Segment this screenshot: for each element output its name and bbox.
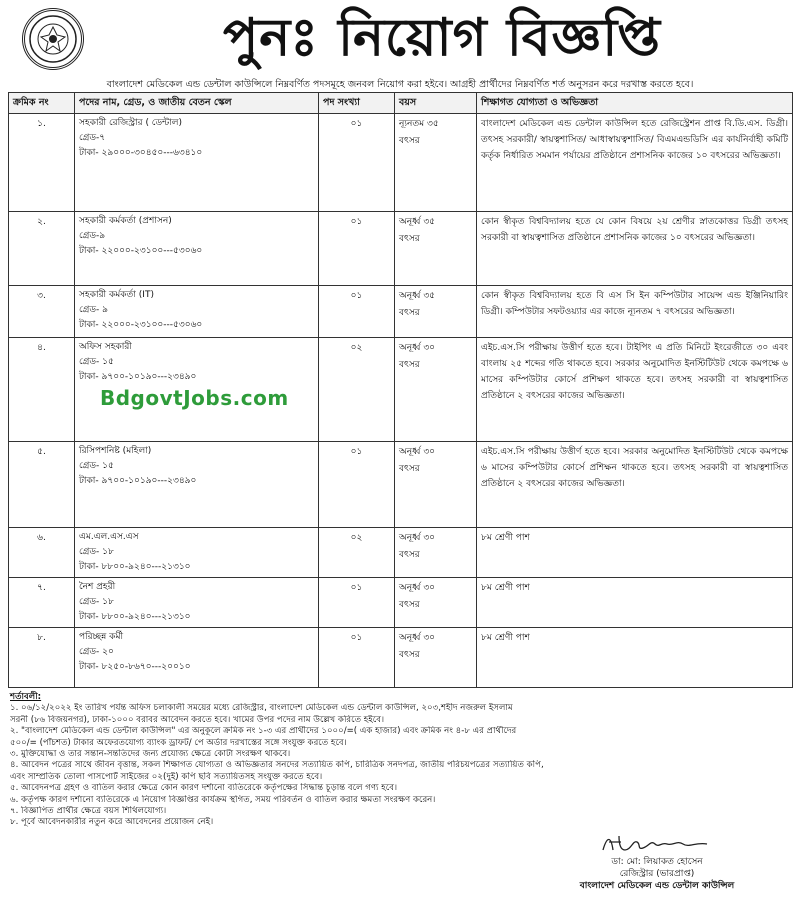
table-row — [9, 442, 793, 528]
watermark-part-1: Bdgovt — [100, 386, 184, 410]
notice-page — [8, 6, 792, 896]
age-unit: বৎসর — [399, 308, 420, 318]
age-limit: অনূর্ধ্ব ৩০ — [399, 583, 436, 593]
post-scale: টাকা- ৮৮০০-৯২৪০---২১৩১০ — [79, 612, 191, 622]
row-qualification: ৮ম শ্রেণী পাশ — [477, 628, 793, 688]
row-qualification: এইচ.এস.সি পরীক্ষায় উত্তীর্ণ হতে হবে। সরকার অনুমোদিত ইনস্টিটিউট থেকে কমপক্ষে ৬ মাসের কম্পিউটার কোর্সে প্রশিক্ষন থাকতে হবে। তৎসহ সরকারী বা স্বায়ত্বশাসিত প্রতিষ্ঠানে ২ বৎসরের কাজের অভিজ্ঞতা। — [477, 442, 793, 528]
post-name: সহকারী রেজিস্ট্রার ( ডেন্টাল) — [79, 118, 182, 128]
signatory-title: রেজিস্ট্রার (ভারপ্রাপ্ত) — [619, 869, 695, 879]
watermark-part-2: Jobs.com — [183, 386, 289, 410]
row-serial: ৬. — [9, 528, 75, 578]
header-age: বয়স — [395, 93, 477, 114]
row-serial: ৪. — [9, 338, 75, 442]
council-seal-icon — [22, 8, 84, 70]
post-grade: গ্রেড-৭ — [79, 133, 106, 143]
terms-section — [10, 692, 790, 829]
table-row — [9, 578, 793, 628]
row-post — [75, 578, 319, 628]
row-count: ০১ — [319, 212, 395, 286]
post-scale: টাকা- ৮২৫০-৮৬৭০---২০০১০ — [79, 662, 191, 672]
post-name: এম.এল.এস.এস — [79, 532, 139, 542]
term-line: ৫০০/= (পাঁচশত) টাকার অফেরতযোগ্য ব্যাংক ড্রাফট/ পে অর্ডার দরখাস্তের সঙ্গে সংযুক্ত করতে হবে। — [10, 737, 347, 748]
age-unit: বৎসর — [399, 136, 420, 146]
header-serial: ক্রমিক নং — [9, 93, 75, 114]
signature-block — [542, 832, 772, 892]
post-scale: টাকা- ৯৭০০-১০১৯০---২৩৪৯০ — [79, 372, 197, 382]
row-post — [75, 628, 319, 688]
row-post — [75, 114, 319, 212]
row-count: ০২ — [319, 528, 395, 578]
row-age — [395, 528, 477, 578]
post-grade: গ্রেড- ১৫ — [79, 461, 114, 471]
row-count: ০২ — [319, 338, 395, 442]
post-grade: গ্রেড- ৯ — [79, 305, 108, 315]
table-row — [9, 628, 793, 688]
row-count: ০১ — [319, 286, 395, 338]
row-serial: ২. — [9, 212, 75, 286]
post-name: রিসিপশনিষ্ট (মহিলা) — [79, 446, 152, 456]
signatory-organization: বাংলাদেশ মেডিকেল এন্ড ডেন্টাল কাউন্সিল — [579, 881, 735, 891]
table-row — [9, 114, 793, 212]
age-limit: অনূর্ধ্ব ৩৫ — [399, 217, 436, 227]
term-line: ৬. কর্তৃপক্ষ কারণ দর্শানো ব্যতিরেকে এ নিয়োগ বিজ্ঞপ্তির কার্যক্রম স্থগিত, সময় পরিবর্তন ও বাতিল করার ক্ষমতা সংরক্ষণ করেন। — [10, 794, 436, 805]
table-header-row — [9, 93, 793, 114]
row-serial: ৭. — [9, 578, 75, 628]
age-limit: অনূর্ধ্ব ৩০ — [399, 343, 436, 353]
age-limit: অনূর্ধ্ব ৩০ — [399, 533, 436, 543]
header-post: পদের নাম, গ্রেড, ও জাতীয় বেতন স্কেল — [75, 93, 319, 114]
age-unit: বৎসর — [399, 650, 420, 660]
row-qualification: কোন স্বীকৃত বিশ্ববিদ্যালয় হতে যে কোন বিষয়ে ২য় শ্রেণীর স্নাতকোত্তর ডিগ্রী তৎসহ সরকারী বা স্বায়ত্বশাসিত প্রতিষ্ঠানে প্রশাসনিক কাজের ১০ বৎসরের অভিজ্ঞতা। — [477, 212, 793, 286]
term-line: ২. "বাংলাদেশ মেডিকেল এন্ড ডেন্টাল কাউন্সিল" এর অনুকূলে ক্রমিক নং ১-৩ এর প্রার্থীদের ১০০০/=( এক হাজার) এবং ক্রমিক নং ৪-৮ এর প্রার্থীদের — [10, 726, 517, 737]
post-scale: টাকা- ২২০০০-২৩১০০---৫৩০৬০ — [79, 246, 203, 256]
age-unit: বৎসর — [399, 234, 420, 244]
row-age — [395, 442, 477, 528]
post-scale: টাকা- ৯৭০০-১০১৯০---২৩৪৯০ — [79, 476, 197, 486]
signatory-name: ডা: মো: লিয়াকত হোসেন — [611, 857, 703, 867]
row-count: ০১ — [319, 442, 395, 528]
site-watermark — [100, 386, 289, 410]
age-limit: ন্যূনতম ৩৫ — [399, 119, 439, 129]
signature-icon — [542, 832, 772, 856]
row-post — [75, 442, 319, 528]
row-count: ০১ — [319, 578, 395, 628]
post-grade: গ্রেড- ১৫ — [79, 357, 114, 367]
post-scale: টাকা- ২২০০০-২৩১০০---৫৩০৬০ — [79, 320, 203, 330]
age-unit: বৎসর — [399, 464, 420, 474]
age-unit: বৎসর — [399, 600, 420, 610]
table-row — [9, 528, 793, 578]
row-age — [395, 338, 477, 442]
term-line: ৭. বিজ্ঞাপিত প্রার্থীর ক্ষেত্রে বয়স শিথিলযোগ্য। — [10, 806, 167, 817]
table-row — [9, 212, 793, 286]
row-qualification: বাংলাদেশ মেডিকেল এন্ড ডেন্টাল কাউন্সিল হতে রেজিস্ট্রেশন প্রাপ্ত বি.ডি.এস. ডিগ্রী। তৎসহ সরকারী/ স্বায়ত্বশাসিত/ আধাস্বায়ত্বশাসিত/ বিএমএন্ডডিসি এর কার্যনির্বাহী কমিটি কর্তৃক নির্ধারিত সমমান পর্যায়ের প্রতিষ্ঠানে প্রশাসনিক কাজের ১০ বৎসরের অভিজ্ঞতা। — [477, 114, 793, 212]
row-age — [395, 628, 477, 688]
row-serial: ৮. — [9, 628, 75, 688]
term-line: সরনী (৮৬ বিজয়নগর), ঢাকা-১০০০ বরাবর আবেদন করতে হবে। খামের উপর পদের নাম উল্লেখ করিতে হইবে। — [10, 714, 385, 725]
post-scale: টাকা- ২৯০০০-৩০৪৫০---৬৩৪১০ — [79, 148, 203, 158]
terms-title: শর্তাবলী: — [10, 692, 42, 702]
row-post — [75, 286, 319, 338]
post-name: নৈশ প্রহরী — [79, 582, 116, 592]
row-qualification: কোন স্বীকৃত বিশ্ববিদ্যালয় হতে বি এস সি ইন কম্পিউটার সায়েন্স এন্ড ইঞ্জিনিয়ারিং ডিগ্রী। কম্পিউটার সফটওয়্যার এর কাজে ন্যূনতম ৭ বৎসরের অভিজ্ঞতা। — [477, 286, 793, 338]
post-name: অফিস সহকারী — [79, 342, 132, 352]
term-line: ৩. মুক্তিযোদ্ধা ও তার সন্তান-সন্ততিদের জন্য প্রযোজ্য ক্ষেত্রে কোটা সংরক্ষণ থাকবে। — [10, 749, 291, 760]
row-count: ০১ — [319, 114, 395, 212]
term-line: ৫. আবেদনপত্র গ্রহণ ও বাতিল করার ক্ষেত্রে কোন কারণ দর্শানো ব্যতিরেকে কর্তৃপক্ষের সিদ্ধান্ত চূড়ান্ত বলে গণ্য হবে। — [10, 783, 398, 794]
post-grade: গ্রেড- ২০ — [79, 647, 114, 657]
row-age — [395, 114, 477, 212]
post-grade: গ্রেড-৯ — [79, 231, 106, 241]
post-name: সহকারী কর্মকর্তা (প্রশাসন) — [79, 216, 172, 226]
row-serial: ১. — [9, 114, 75, 212]
header-qualification: শিক্ষাগত যোগ্যতা ও অভিজ্ঞতা — [477, 93, 793, 114]
row-qualification: ৮ম শ্রেণী পাশ — [477, 578, 793, 628]
term-line: এবং সাম্প্রতিক তোলা পাসপোর্ট সাইজের ০২(দুই) কপি ছবি সত্যায়িতসহ সংযুক্ত করতে হবে। — [10, 771, 323, 782]
notice-intro: বাংলাদেশ মেডিকেল এন্ড ডেন্টাল কাউন্সিলে নিম্নবর্ণিত পদসমূহে জনবল নিয়োগ করা হইবে। আগ্রহী প্রার্থীদের নিম্নবর্ণিত শর্ত অনুসরন করে দরখাস্ত করতে হবে। — [106, 79, 694, 90]
age-limit: অনূর্ধ্ব ৩৫ — [399, 291, 436, 301]
term-line: ৮. পূর্বে আবেদনকারীর নতুন করে আবেদনের প্রয়োজন নেই। — [10, 817, 214, 828]
post-scale: টাকা- ৮৮০০-৯২৪০---২১৩১০ — [79, 562, 191, 572]
row-serial: ৫. — [9, 442, 75, 528]
age-unit: বৎসর — [399, 550, 420, 560]
row-count: ০১ — [319, 628, 395, 688]
post-name: সহকারী কর্মকর্তা (IT) — [79, 290, 154, 300]
notice-header — [8, 6, 792, 72]
post-grade: গ্রেড- ১৮ — [79, 547, 114, 557]
table-row — [9, 286, 793, 338]
row-qualification: ৮ম শ্রেণী পাশ — [477, 528, 793, 578]
term-line: ৪. আবেদন পত্রের সাথে জীবন বৃত্তান্ত, সকল শিক্ষাগত যোগ্যতা ও অভিজ্ঞতার সনদের সত্যায়িত কপি, চারিত্রিক সনদপত্র, জাতীয় পরিচয়পত্রের সত্যায়িত কপি, — [10, 760, 544, 771]
post-grade: গ্রেড- ১৮ — [79, 597, 114, 607]
row-serial: ৩. — [9, 286, 75, 338]
age-unit: বৎসর — [399, 360, 420, 370]
row-age — [395, 212, 477, 286]
row-qualification: এইচ.এস.সি পরীক্ষায় উত্তীর্ণ হতে হবে। টাইপিং এ প্রতি মিনিটে ইংরেজীতে ৩০ এবং বাংলায় ২৫ শব্দের গতি থাকতে হবে। সরকার অনুমোদিত ইনস্টিটিউট থেকে কমপক্ষে ৬ মাসের কম্পিউটার কোর্সে প্রশিক্ষণ থাকতে হবে। তৎসহ সরকারী বা স্বায়ত্বশাসিত প্রতিষ্ঠানে ২ বৎসরের কাজের অভিজ্ঞতা। — [477, 338, 793, 442]
row-age — [395, 286, 477, 338]
row-post — [75, 212, 319, 286]
term-line: ১. ০৬/১২/২০২২ ইং তারিখ পর্যন্ত অফিস চলাকালী সময়ের মধ্যে রেজিস্ট্রার, বাংলাদেশ মেডিকেল এন্ড ডেন্টাল কাউন্সিল, ২০৩,শহীদ নজরুল ইসলাম — [10, 703, 513, 714]
age-limit: অনূর্ধ্ব ৩০ — [399, 447, 436, 457]
row-age — [395, 578, 477, 628]
header-count: পদ সংখ্যা — [319, 93, 395, 114]
row-post — [75, 528, 319, 578]
post-name: পরিচ্ছন্ন কর্মী — [79, 632, 124, 642]
age-limit: অনূর্ধ্ব ৩০ — [399, 633, 436, 643]
notice-title: পুনঃ নিয়োগ বিজ্ঞপ্তি — [222, 8, 662, 68]
